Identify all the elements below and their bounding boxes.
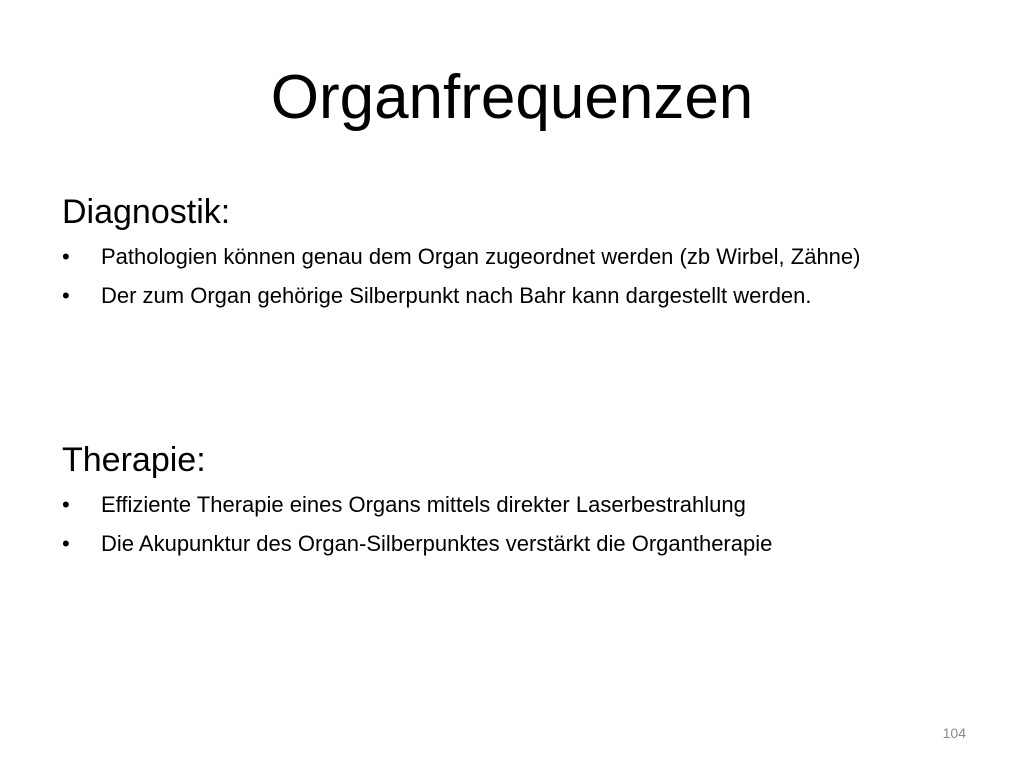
therapie-section: [62, 440, 962, 566]
bullet-icon: •: [62, 283, 70, 308]
therapie-bullet-list: [62, 488, 962, 560]
therapie-heading: Therapie:: [62, 441, 206, 479]
therapie-bullet-text: Effiziente Therapie eines Organs mittels direkter Laserbestrahlung: [101, 492, 746, 517]
therapie-bullet-item: [62, 527, 962, 560]
diagnostik-bullet-item: [62, 240, 962, 273]
bullet-icon: •: [62, 244, 70, 269]
slide-title: Organfrequenzen: [270, 63, 754, 132]
bullet-icon: •: [62, 492, 70, 517]
therapie-bullet-text: Die Akupunktur des Organ-Silberpunktes verstärkt die Organtherapie: [101, 531, 773, 556]
diagnostik-heading: Diagnostik:: [62, 193, 231, 231]
diagnostik-section: [62, 192, 962, 318]
bullet-icon: •: [62, 531, 70, 556]
page-number: 104: [942, 725, 966, 741]
diagnostik-bullet-text: Der zum Organ gehörige Silberpunkt nach Bahr kann dargestellt werden.: [101, 283, 812, 308]
diagnostik-bullet-text: Pathologien können genau dem Organ zugeordnet werden (zb Wirbel, Zähne): [101, 244, 861, 269]
therapie-bullet-item: [62, 488, 962, 521]
diagnostik-bullet-item: [62, 279, 962, 312]
diagnostik-bullet-list: [62, 240, 962, 312]
